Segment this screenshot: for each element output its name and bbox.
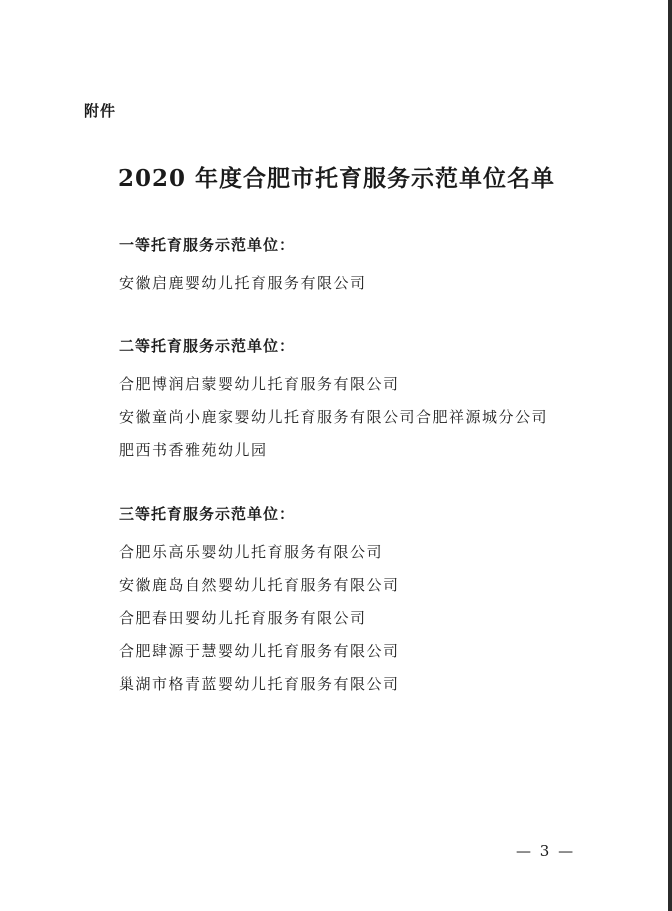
section-heading: 三等托育服务示范单位： [119, 505, 296, 523]
unit-item: 合肥肆源于慧婴幼儿托育服务有限公司 [119, 642, 400, 660]
unit-item: 安徽启鹿婴幼儿托育服务有限公司 [119, 274, 367, 292]
unit-item: 合肥春田婴幼儿托育服务有限公司 [119, 609, 367, 627]
document-title: 2020 年度合肥市托育服务示范单位名单 [118, 165, 556, 192]
unit-list [119, 368, 548, 467]
section-heading: 二等托育服务示范单位： [119, 337, 296, 355]
unit-list [119, 536, 400, 701]
unit-list [119, 267, 367, 300]
unit-item: 肥西书香雅苑幼儿园 [119, 441, 268, 459]
section-second-class [119, 336, 548, 467]
section-third-class [119, 504, 400, 701]
unit-item: 安徽鹿岛自然婴幼儿托育服务有限公司 [119, 576, 400, 594]
page-number: — 3 — [516, 842, 576, 860]
unit-item: 合肥乐高乐婴幼儿托育服务有限公司 [119, 543, 384, 561]
attachment-label: 附件 [84, 102, 117, 120]
section-first-class [119, 235, 367, 300]
unit-item: 合肥博润启蒙婴幼儿托育服务有限公司 [119, 375, 400, 393]
section-heading: 一等托育服务示范单位： [119, 236, 296, 254]
unit-item: 巢湖市格青蓝婴幼儿托育服务有限公司 [119, 675, 400, 693]
page-edge-border [668, 0, 672, 911]
unit-item: 安徽童尚小鹿家婴幼儿托育服务有限公司合肥祥源城分公司 [119, 408, 549, 426]
